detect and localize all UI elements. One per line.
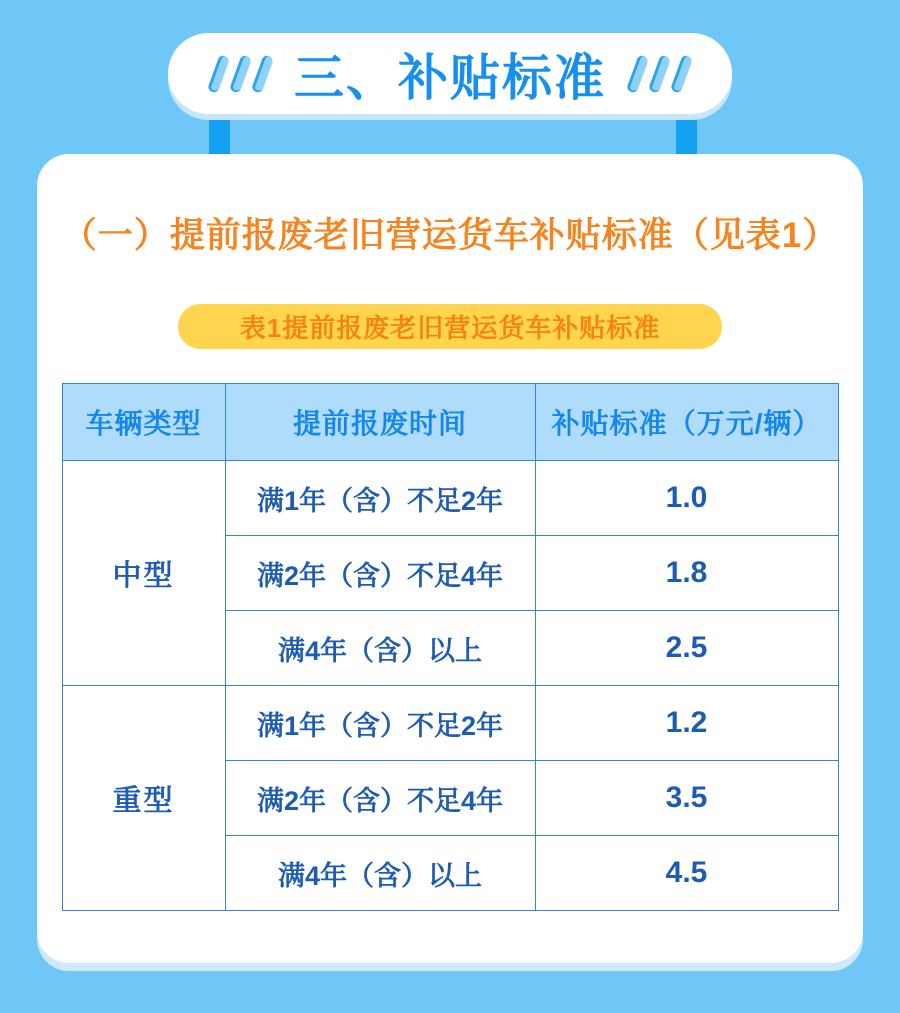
subsidy-value-cell: 1.8 bbox=[535, 536, 838, 611]
slash-icon bbox=[626, 54, 649, 93]
slash-icon bbox=[670, 54, 693, 93]
scrap-period-cell: 满1年（含）不足2年 bbox=[225, 461, 535, 536]
table-caption-label: 表1提前报废老旧营运货车补贴标准 bbox=[239, 313, 661, 343]
subsidy-value-cell: 2.5 bbox=[535, 611, 838, 686]
slash-icon bbox=[229, 54, 252, 93]
slash-icon bbox=[251, 54, 274, 93]
table-header-row bbox=[62, 384, 838, 461]
scrap-period-cell: 满1年（含）不足2年 bbox=[225, 686, 535, 761]
decorative-slashes-right bbox=[632, 55, 687, 93]
table-row bbox=[62, 461, 838, 536]
subsidy-value-cell: 3.5 bbox=[535, 761, 838, 836]
table-caption-pill bbox=[178, 304, 722, 349]
scrap-period-cell: 满2年（含）不足4年 bbox=[225, 761, 535, 836]
column-header-vehicle-type: 车辆类型 bbox=[62, 384, 225, 461]
slash-icon bbox=[648, 54, 671, 93]
decorative-slashes-left bbox=[213, 55, 268, 93]
content-card bbox=[37, 154, 863, 963]
vehicle-type-cell: 重型 bbox=[62, 686, 225, 911]
subsidy-value-cell: 1.0 bbox=[535, 461, 838, 536]
vehicle-type-cell: 中型 bbox=[62, 461, 225, 686]
column-header-subsidy-standard: 补贴标准（万元/辆） bbox=[535, 384, 838, 461]
subsidy-table bbox=[62, 383, 839, 911]
subsidy-value-cell: 1.2 bbox=[535, 686, 838, 761]
scrap-period-cell: 满4年（含）以上 bbox=[225, 611, 535, 686]
column-header-scrap-period: 提前报废时间 bbox=[225, 384, 535, 461]
scrap-period-cell: 满2年（含）不足4年 bbox=[225, 536, 535, 611]
slash-icon bbox=[207, 54, 230, 93]
page-title: 三、补贴标准 bbox=[294, 49, 606, 106]
subsidy-value-cell: 4.5 bbox=[535, 836, 838, 911]
table-row bbox=[62, 686, 838, 761]
title-banner bbox=[168, 33, 732, 114]
scrap-period-cell: 满4年（含）以上 bbox=[225, 836, 535, 911]
section-heading: （一）提前报废老旧营运货车补贴标准（见表1） bbox=[61, 216, 839, 255]
